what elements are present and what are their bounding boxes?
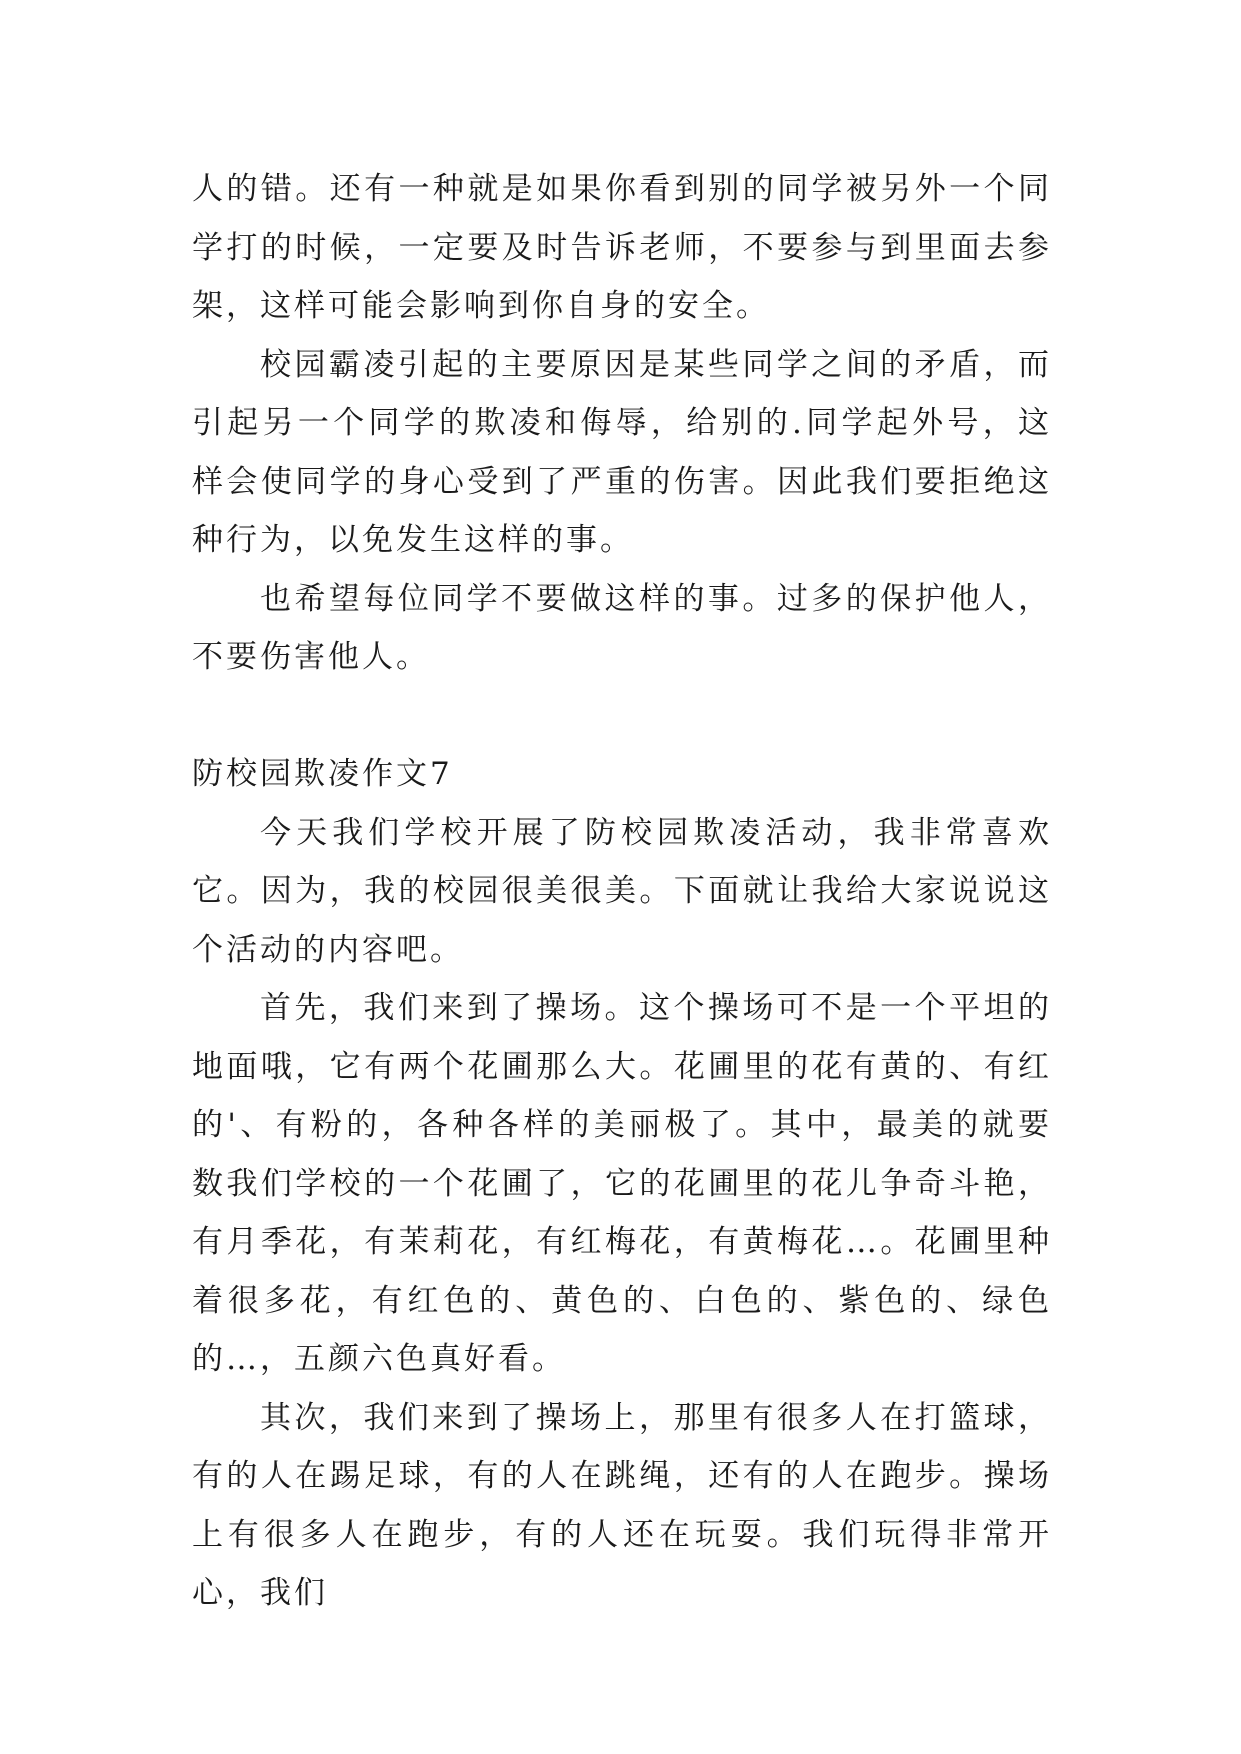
- paragraph-4: 今天我们学校开展了防校园欺凌活动，我非常喜欢它。因为，我的校园很美很美。下面就让我给大家说说这个活动的内容吧。: [192, 814, 1052, 968]
- document-body: [192, 160, 1052, 1623]
- blank-line: [192, 687, 1052, 746]
- paragraph-1: 人的错。还有一种就是如果你看到别的同学被另外一个同学打的时候，一定要及时告诉老师，不要参与到里面去参架，这样可能会影响到你自身的安全。: [192, 171, 1052, 324]
- paragraph-6: 其次，我们来到了操场上，那里有很多人在打篮球，有的人在踢足球，有的人在跳绳，还有的人在跑步。操场上有很多人在跑步，有的人还在玩耍。我们玩得非常开心，我们: [192, 1399, 1052, 1611]
- paragraph-5: 首先，我们来到了操场。这个操场可不是一个平坦的地面哦，它有两个花圃那么大。花圃里的花有黄的、有红的'、有粉的，各种各样的美丽极了。其中，最美的就要数我们学校的一个花圃了，它的花圃里的花儿争奇斗艳，有月季花，有茉莉花，有红梅花，有黄梅花…。花圃里种着很多花，有红色的、黄色的、白色的、紫色的、绿色的…，五颜六色真好看。: [192, 990, 1052, 1377]
- paragraph-3: 也希望每位同学不要做这样的事。过多的保护他人，不要伤害他人。: [192, 580, 1052, 675]
- paragraph-2: 校园霸凌引起的主要原因是某些同学之间的矛盾，而引起另一个同学的欺凌和侮辱，给别的.同学起外号，这样会使同学的身心受到了严重的伤害。因此我们要拒绝这种行为，以免发生这样的事。: [192, 346, 1052, 558]
- section-title: 防校园欺凌作文7: [192, 756, 453, 792]
